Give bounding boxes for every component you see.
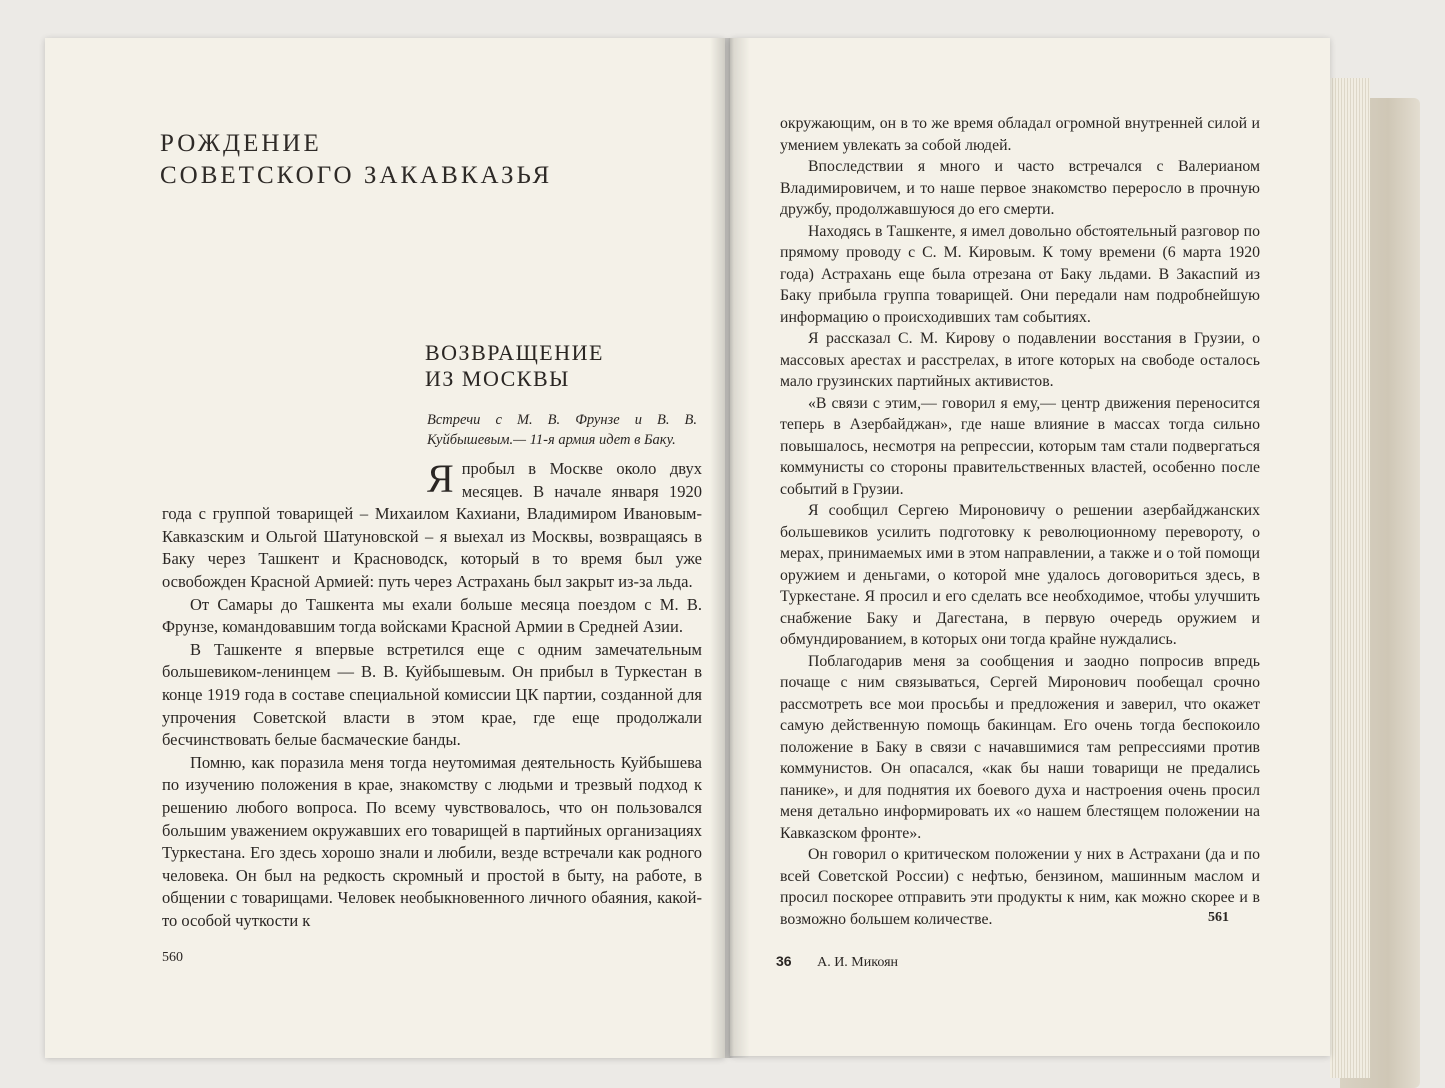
page-stack-edge	[1330, 78, 1370, 1078]
right-page-body	[780, 113, 1260, 930]
chapter-title	[160, 128, 580, 192]
paragraph: Поблагодарив меня за сообщения и заодно попросив впредь почаще с ним связываться, Сергей Миронович пообещал срочно рассмотреть все мои просьбы и предложения и заверил, что окажет самую действенную помощь бакинцам. Его очень тогда беспокоило положение в Баку в связи с начавшимися там репрессиями против коммунистов. Он опасался, «как бы наши товарищи не предались панике», и для поднятия их боевого духа и настроения очень просил меня детально информировать их «о нашем блестящем положении на Кавказском фронте».	[780, 652, 1260, 842]
printer-signature	[776, 953, 898, 971]
paragraph: Я рассказал С. М. Кирову о подавлении восстания в Грузии, о массовых арестах и расстрелах, в итоге которых на свободе осталось мало грузинских партийных активистов.	[780, 330, 1260, 390]
paragraph: пробыл в Москве около двух месяцев. В начале января 1920 года с группой товарищей – Михаилом Кахиани, Владимиром Ивановым-Кавказским и Ольгой Шатуновской – я выехал из Москвы, возвращаясь в Баку через Ташкент и Красноводск, который в то время был уже освобожден Красной Армией: путь через Астрахань был закрыт из-за льда.	[162, 459, 702, 591]
paragraph: Находясь в Ташкенте, я имел довольно обстоятельный разговор по прямому проводу с С. М. Кировым. К тому времени (6 марта 1920 года) Астрахань еще была отрезана от Баку льдами. В Закаспий из Баку прибыла группа товарищей. Они передали нам подробнейшую информацию о происходивших там событиях.	[780, 222, 1260, 326]
left-page	[45, 38, 725, 1058]
paragraph: Я сообщил Сергею Мироновичу о решении азербайджанских большевиков усилить подготовку к революционному перевороту, о мерах, принимаемых ими в этом направлении, а также и о той помощи оружием и деньгами, о которой мне удалось договориться здесь, в Туркестане. Я просил и его сделать все необходимое, чтобы улучшить снабжение Баку и Дагестана, в первую очередь оружием и обмундированием, в которых они тогда крайне нуждались.	[780, 502, 1260, 648]
chapter-title-line-2: СОВЕТСКОГО ЗАКАВКАЗЬЯ	[160, 162, 553, 189]
section-epigraph: Встречи с М. В. Фрунзе и В. В. Куйбышевым.— 11-я армия идет в Баку.	[427, 412, 697, 448]
section-title	[425, 340, 725, 392]
paragraph: В Ташкенте я впервые встретился еще с одним замечательным большевиком-ленинцем — В. В. Куйбышевым. Он прибыл в Туркестан в конце 1919 года в составе специальной комиссии ЦК партии, созданной для упрочения Советской власти в этом крае, где еще продолжали бесчинствовать белые басмаческие банды.	[162, 639, 702, 750]
paragraph: От Самары до Ташкента мы ехали больше месяца поездом с М. В. Фрунзе, командовавшим тогда войсками Красной Армии в Средней Азии.	[162, 594, 702, 637]
paragraph: «В связи с этим,— говорил я ему,— центр движения переносится теперь в Азербайджан», где наше влияние в массах тогда сильно повышалось, несмотря на репрессии, которым там стали подвергаться коммунисты со стороны правительственных властей, особенно после событий в Грузии.	[780, 394, 1260, 498]
paragraph: окружающим, он в то же время обладал огромной внутренней силой и умением увлекать за собой людей.	[780, 115, 1260, 154]
page-number-right: 561	[1208, 910, 1229, 925]
page-number-left: 560	[162, 950, 183, 965]
section-title-line-1: ВОЗВРАЩЕНИЕ	[425, 340, 604, 365]
paragraph: Помню, как поразила меня тогда неутомимая деятельность Куйбышева по изучению положения в крае, знакомству с людьми и трезвый подход к решению любого вопроса. По всему чувствовалось, что он пользовался большим уважением окружавших его товарищей в партийных организациях Туркестана. Его здесь хорошо знали и любили, везде встречали как родного человека. Он был на редкость скромный и простой в быту, на работе, в общении с товарищами. Человек необыкновенного личного обаяния, какой-то особой чуткости к	[162, 752, 702, 930]
section-title-line-2: ИЗ МОСКВЫ	[425, 366, 570, 391]
chapter-title-line-1: РОЖДЕНИЕ	[160, 130, 322, 157]
right-page	[730, 38, 1330, 1056]
drop-cap: Я	[427, 456, 454, 501]
signature-author: А. И. Микоян	[817, 955, 898, 970]
open-book	[40, 28, 1350, 1063]
paragraph: Впоследствии я много и часто встречался с Валерианом Владимировичем, и то наше первое знакомство переросло в прочную дружбу, продолжавшуюся до его смерти.	[780, 158, 1260, 218]
paragraph: Он говорил о критическом положении у них в Астрахани (да и по всей Советской России) с нефтью, бензином, машинным маслом и просил поскорее отправить эти продукты к ним, как можно скорее и в возможно большем количестве.	[780, 846, 1260, 928]
left-page-body	[162, 458, 702, 932]
signature-number: 36	[776, 953, 792, 969]
